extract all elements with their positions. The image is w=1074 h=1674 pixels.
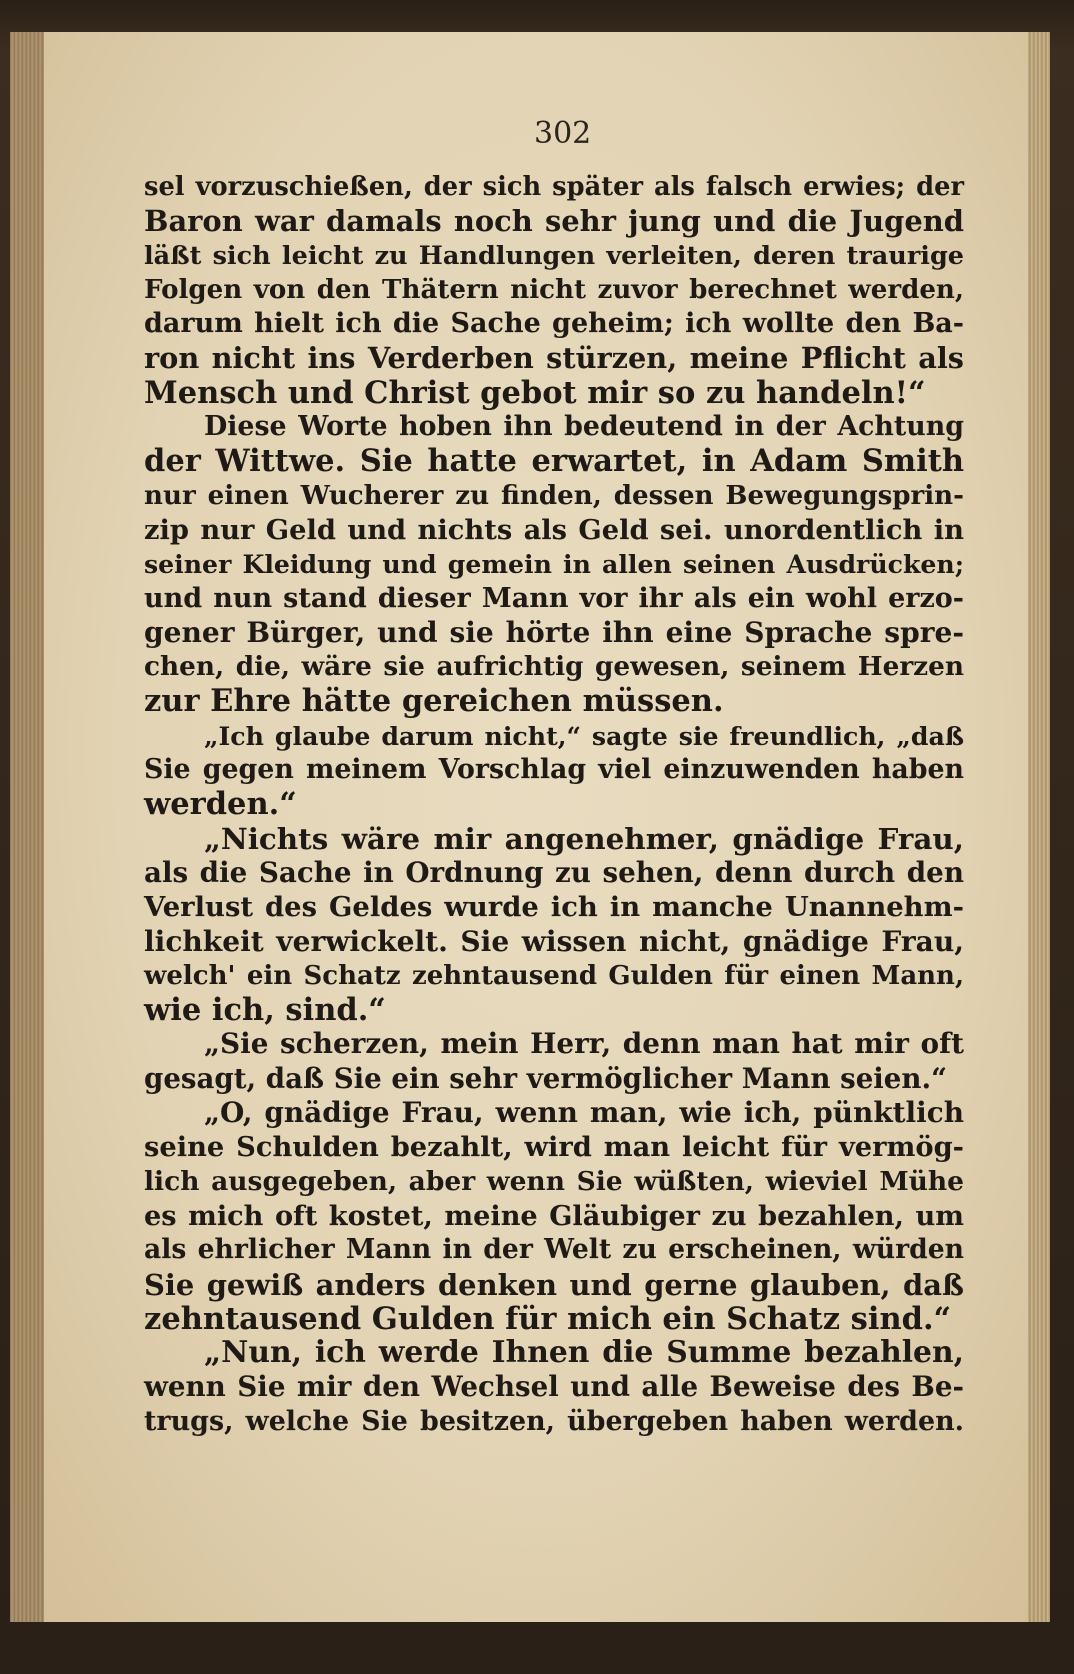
text-line: es mich oft kostet, meine Gläubiger zu bezahlen, um bbox=[144, 1199, 964, 1232]
text-line: zip nur Geld und nichts als Geld sei. unordentlich in bbox=[144, 513, 964, 546]
text-line: ron nicht ins Verderben stürzen, meine Pflicht als bbox=[144, 341, 964, 376]
text-line: Folgen von den Thätern nicht zuvor berechnet werden, bbox=[144, 273, 964, 305]
text-line: lichkeit verwickelt. Sie wissen nicht, gnädige Frau, bbox=[144, 924, 964, 958]
text-line: und nun stand dieser Mann vor ihr als ein wohl erzo- bbox=[144, 582, 964, 614]
text-line: werden.“ bbox=[144, 786, 297, 823]
text-line: Verlust des Geldes wurde ich in manche Unannehm- bbox=[144, 891, 964, 924]
text-line: „Nun, ich werde Ihnen die Summe bezahlen, bbox=[204, 1335, 964, 1371]
text-line: gesagt, daß Sie ein sehr vermöglicher Mann seien.“ bbox=[144, 1061, 948, 1095]
text-line: Sie gegen meinem Vorschlag viel einzuwenden haben bbox=[144, 754, 964, 786]
text-line: Mensch und Christ gebot mir so zu handeln!“ bbox=[144, 374, 926, 411]
text-line: zur Ehre hätte gereichen müssen. bbox=[144, 683, 724, 720]
page-number: 302 bbox=[534, 116, 592, 151]
text-line: trugs, welche Sie besitzen, übergeben haben werden. bbox=[144, 1405, 964, 1437]
text-line: lich ausgegeben, aber wenn Sie wüßten, wieviel Mühe bbox=[144, 1165, 964, 1197]
text-line: seiner Kleidung und gemein in allen seinen Ausdrücken; bbox=[144, 549, 964, 580]
text-line: „Sie scherzen, mein Herr, denn man hat mir oft bbox=[204, 1027, 964, 1061]
text-line: „Nichts wäre mir angenehmer, gnädige Frau, bbox=[204, 820, 964, 856]
text-line: der Wittwe. Sie hatte erwartet, in Adam Smith bbox=[144, 443, 964, 480]
text-line: als die Sache in Ordnung zu sehen, denn durch den bbox=[144, 855, 964, 889]
text-line: Sie gewiß anders denken und gerne glauben, daß bbox=[144, 1267, 964, 1302]
text-line: chen, die, wäre sie aufrichtig gewesen, seinem Herzen bbox=[144, 651, 964, 683]
text-line: sel vorzuschießen, der sich später als falsch erwies; der bbox=[144, 172, 964, 202]
text-line: zehntausend Gulden für mich ein Schatz sind.“ bbox=[144, 1300, 952, 1337]
text-line: „O, gnädige Frau, wenn man, wie ich, pünktlich bbox=[204, 1096, 964, 1130]
page-text bbox=[144, 170, 964, 1439]
text-line: als ehrlicher Mann in der Welt zu erscheinen, würden bbox=[144, 1234, 964, 1266]
text-line: seine Schulden bezahlt, wird man leicht für vermög- bbox=[144, 1131, 964, 1164]
text-line: gener Bürger, und sie hörte ihn eine Sprache spre- bbox=[144, 615, 964, 649]
text-line: wie ich, sind.“ bbox=[144, 992, 386, 1029]
text-line: welch' ein Schatz zehntausend Gulden für einen Mann, bbox=[144, 960, 964, 991]
text-line: läßt sich leicht zu Handlungen verleiten, deren traurige bbox=[144, 240, 964, 271]
text-line: nur einen Wucherer zu finden, dessen Bewegungsprin- bbox=[144, 479, 964, 511]
text-line: wenn Sie mir den Wechsel und alle Beweise des Be- bbox=[144, 1370, 964, 1404]
text-line: Baron war damals noch sehr jung und die Jugend bbox=[144, 204, 964, 239]
text-line: „Ich glaube darum nicht,“ sagte sie freundlich, „daß bbox=[204, 720, 964, 751]
text-line: darum hielt ich die Sache geheim; ich wollte den Ba- bbox=[144, 308, 964, 340]
text-line: Diese Worte hoben ihn bedeutend in der Achtung bbox=[204, 411, 964, 443]
